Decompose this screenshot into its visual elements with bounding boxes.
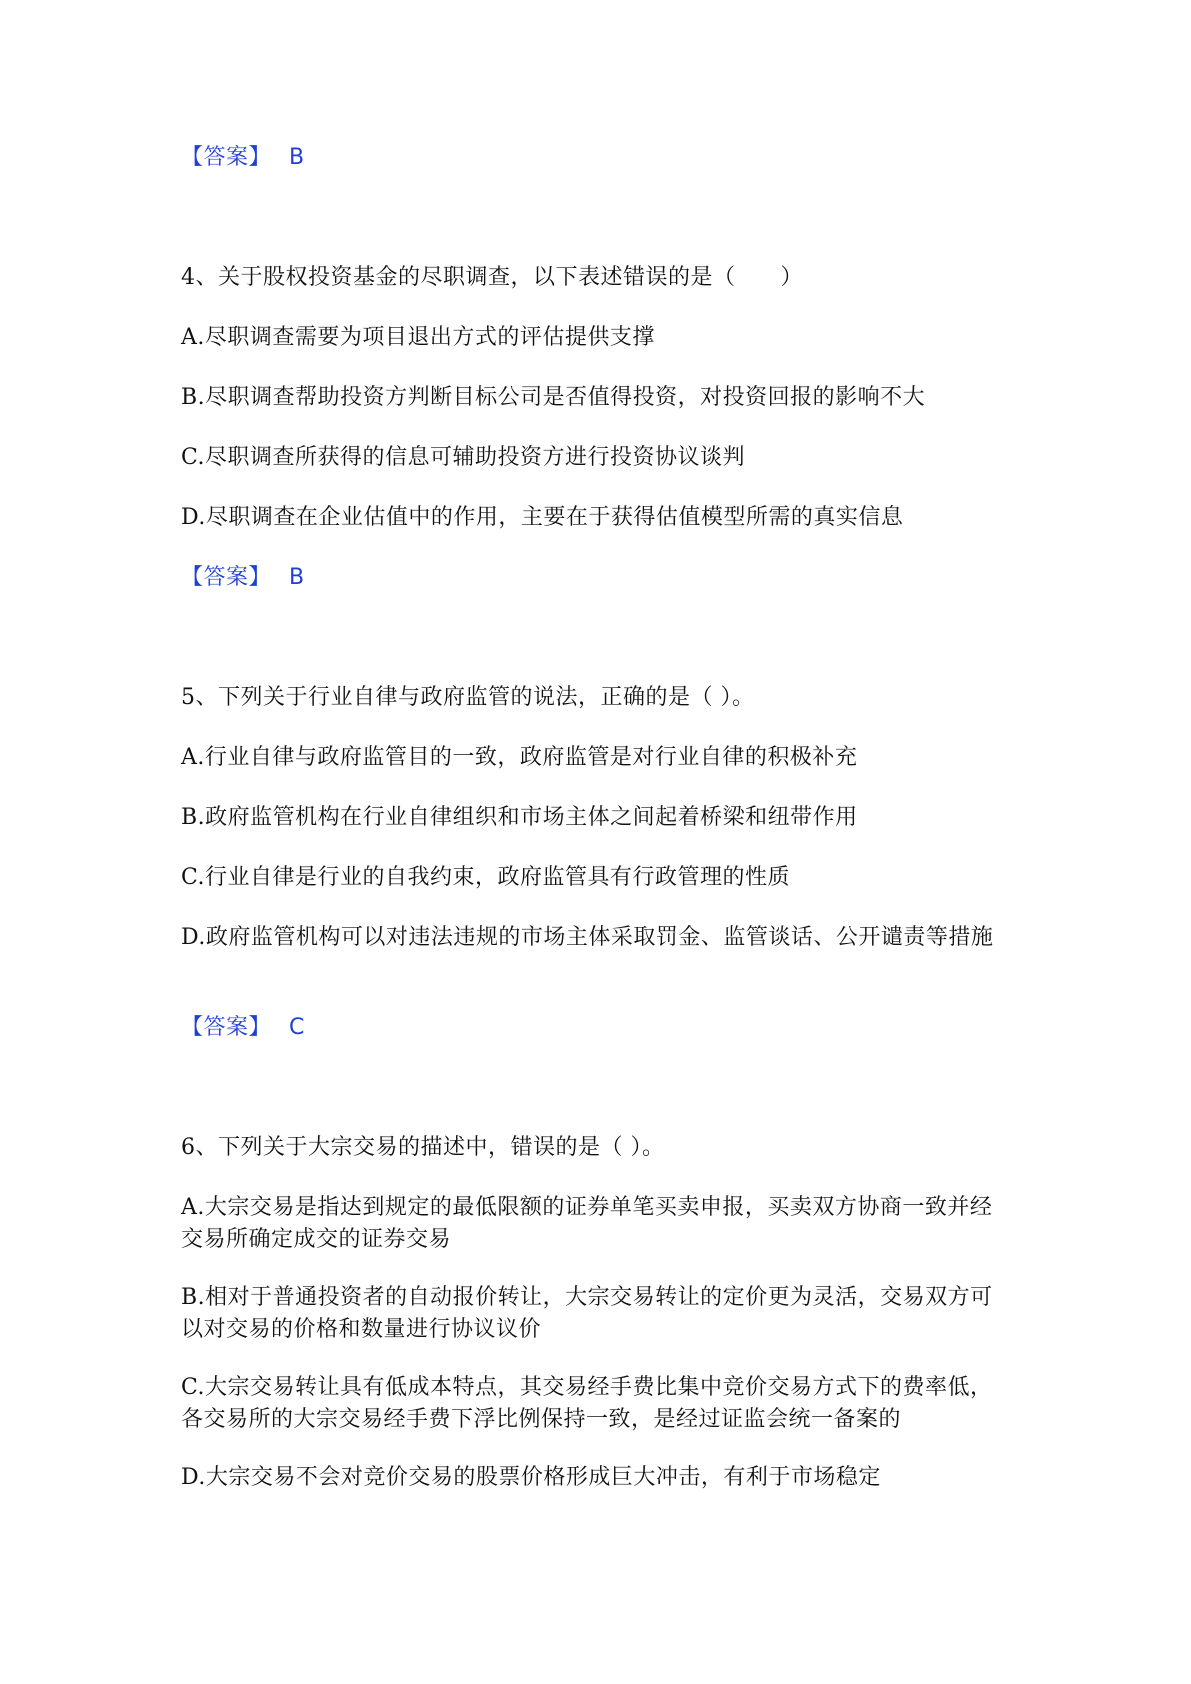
answer-label: 【答案】 xyxy=(181,145,272,170)
answer-label: 【答案】 xyxy=(181,1015,272,1040)
q6-option-a: A.大宗交易是指达到规定的最低限额的证券单笔买卖申报，买卖双方协商一致并经交易所确定成交的证券交易 xyxy=(181,1195,993,1252)
q6-option-d: D.大宗交易不会对竞价交易的股票价格形成巨大冲击，有利于市场稳定 xyxy=(181,1465,881,1490)
q6-option-c: C.大宗交易转让具有低成本特点，其交易经手费比集中竞价交易方式下的费率低，各交易所的大宗交易经手费下浮比例保持一致，是经过证监会统一备案的 xyxy=(181,1375,993,1432)
q5-option-a: A.行业自律与政府监管目的一致，政府监管是对行业自律的积极补充 xyxy=(181,745,858,770)
q4-option-c: C.尽职调查所获得的信息可辅助投资方进行投资协议谈判 xyxy=(181,445,746,470)
answer-value: B xyxy=(289,145,305,170)
q6-option-b: B.相对于普通投资者的自动报价转让，大宗交易转让的定价更为灵活，交易双方可以对交易的价格和数量进行协议议价 xyxy=(181,1285,993,1342)
question-5-text: 5、下列关于行业自律与政府监管的说法，正确的是（ ）。 xyxy=(181,685,755,710)
answer-q5 xyxy=(181,1012,305,1044)
answer-value: B xyxy=(289,565,305,590)
q4-option-b: B.尽职调查帮助投资方判断目标公司是否值得投资，对投资回报的影响不大 xyxy=(181,385,926,410)
q5-option-b: B.政府监管机构在行业自律组织和市场主体之间起着桥梁和纽带作用 xyxy=(181,805,858,830)
q4-option-d: D.尽职调查在企业估值中的作用，主要在于获得估值模型所需的真实信息 xyxy=(181,505,904,530)
answer-prev xyxy=(181,142,305,174)
answer-value: C xyxy=(289,1015,305,1040)
answer-label: 【答案】 xyxy=(181,565,272,590)
q4-option-a: A.尽职调查需要为项目退出方式的评估提供支撑 xyxy=(181,325,655,350)
question-6-text: 6、下列关于大宗交易的描述中，错误的是（ ）。 xyxy=(181,1135,665,1160)
answer-q4 xyxy=(181,562,305,594)
q5-option-c: C.行业自律是行业的自我约束，政府监管具有行政管理的性质 xyxy=(181,865,791,890)
question-4-text: 4、关于股权投资基金的尽职调查，以下表述错误的是（ ） xyxy=(181,265,803,290)
q5-option-d: D.政府监管机构可以对违法违规的市场主体采取罚金、监管谈话、公开谴责等措施 xyxy=(181,925,994,950)
